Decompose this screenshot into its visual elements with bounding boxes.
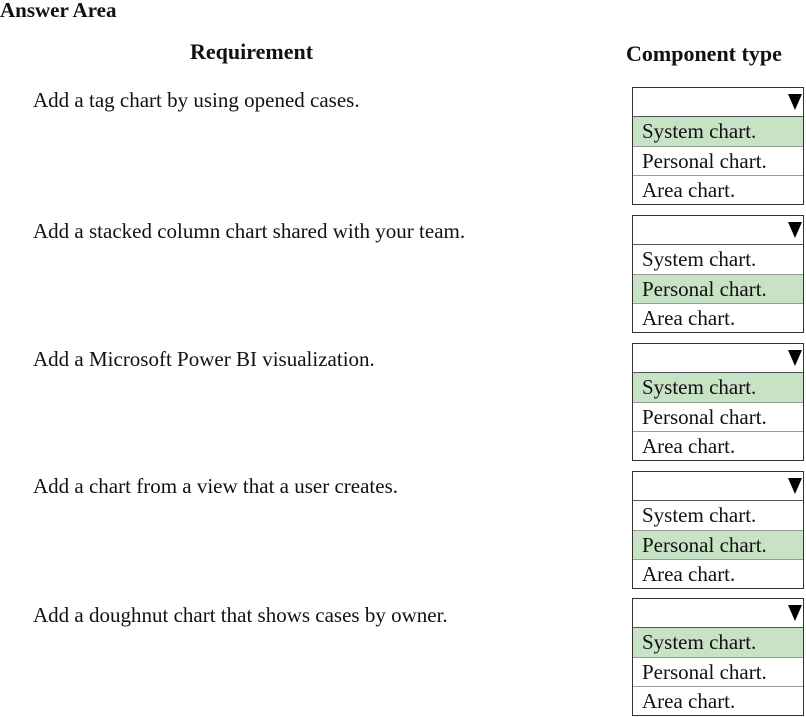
dropdown-option-area-chart[interactable]: Area chart. xyxy=(633,431,803,460)
component-type-dropdown[interactable] xyxy=(632,471,804,589)
dropdown-option-area-chart[interactable]: Area chart. xyxy=(633,559,803,588)
requirement-text: Add a stacked column chart shared with your team. xyxy=(33,219,466,243)
dropdown-options xyxy=(633,117,803,204)
dropdown-option-area-chart[interactable]: Area chart. xyxy=(633,686,803,715)
dropdown-option-personal-chart[interactable]: Personal chart. xyxy=(633,274,803,303)
dropdown-toggle[interactable] xyxy=(633,88,803,117)
dropdown-option-area-chart[interactable]: Area chart. xyxy=(633,303,803,332)
dropdown-options xyxy=(633,373,803,460)
component-type-column-header: Component type xyxy=(626,41,782,66)
requirement-text: Add a doughnut chart that shows cases by owner. xyxy=(33,603,448,627)
requirement-text: Add a Microsoft Power BI visualization. xyxy=(33,347,375,371)
dropdown-option-system-chart[interactable]: System chart. xyxy=(633,628,803,657)
requirement-column-header: Requirement xyxy=(190,39,314,64)
caret-down-icon xyxy=(788,350,802,366)
dropdown-options xyxy=(633,245,803,332)
dropdown-option-personal-chart[interactable]: Personal chart. xyxy=(633,402,803,431)
dropdown-option-personal-chart[interactable]: Personal chart. xyxy=(633,146,803,175)
answer-area-title: Answer Area xyxy=(0,0,117,22)
dropdown-toggle[interactable] xyxy=(633,599,803,628)
dropdown-options xyxy=(633,628,803,715)
dropdown-option-area-chart[interactable]: Area chart. xyxy=(633,175,803,204)
requirement-text: Add a chart from a view that a user creates. xyxy=(33,474,398,498)
dropdown-option-system-chart[interactable]: System chart. xyxy=(642,247,757,271)
dropdown-toggle[interactable] xyxy=(633,472,803,501)
dropdown-option-system-chart[interactable]: System chart. xyxy=(633,373,803,402)
dropdown-toggle[interactable] xyxy=(633,344,803,373)
requirement-text: Add a tag chart by using opened cases. xyxy=(33,88,360,112)
dropdown-option-personal-chart[interactable]: Personal chart. xyxy=(633,657,803,686)
dropdown-option-personal-chart[interactable]: Personal chart. xyxy=(633,530,803,559)
caret-down-icon xyxy=(788,605,802,621)
dropdown-options xyxy=(633,501,803,588)
component-type-dropdown[interactable] xyxy=(632,87,804,205)
dropdown-option-system-chart[interactable]: System chart. xyxy=(642,503,757,527)
caret-down-icon xyxy=(788,222,802,238)
component-type-dropdown[interactable] xyxy=(632,215,804,333)
dropdown-toggle[interactable] xyxy=(633,216,803,245)
caret-down-icon xyxy=(788,94,802,110)
dropdown-option-system-chart[interactable]: System chart. xyxy=(633,117,803,146)
caret-down-icon xyxy=(788,478,802,494)
component-type-dropdown[interactable] xyxy=(632,343,804,461)
component-type-dropdown[interactable] xyxy=(632,598,804,716)
